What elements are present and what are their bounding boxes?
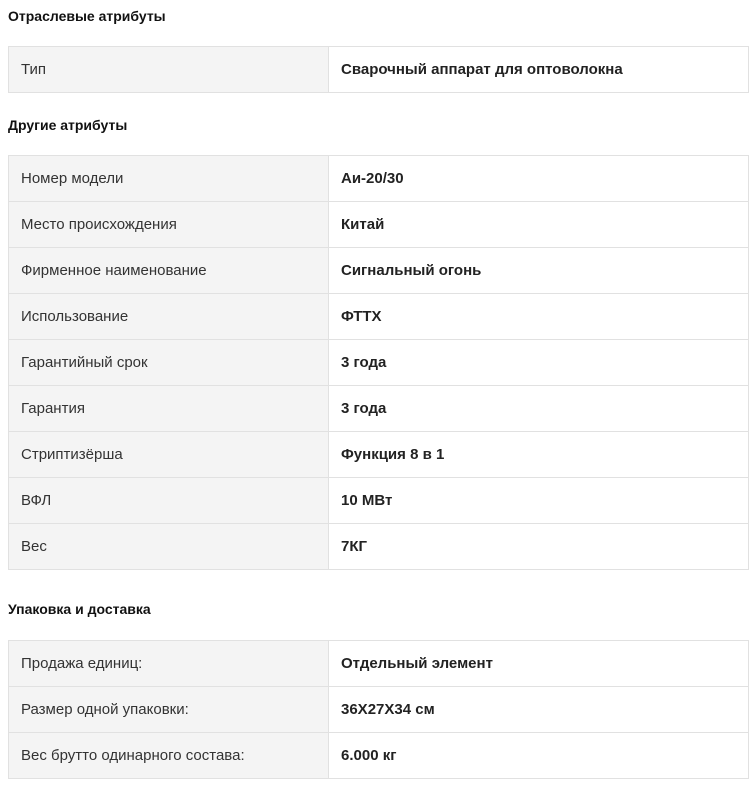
attribute-value: 3 года	[329, 340, 749, 386]
attribute-key: ВФЛ	[9, 478, 329, 524]
attribute-key: Вес	[9, 524, 329, 570]
attribute-value: ФТТХ	[329, 294, 749, 340]
section-title-industry: Отраслевые атрибуты	[8, 8, 166, 24]
table-row	[9, 156, 749, 202]
attribute-key: Тип	[9, 47, 329, 93]
table-row	[9, 733, 749, 779]
other-attributes-table	[8, 155, 749, 570]
attribute-value: 6.000 кг	[329, 733, 749, 779]
attribute-key: Вес брутто одинарного состава:	[9, 733, 329, 779]
attribute-key: Место происхождения	[9, 202, 329, 248]
table-row	[9, 386, 749, 432]
section-title-other: Другие атрибуты	[8, 117, 128, 133]
attribute-key: Фирменное наименование	[9, 248, 329, 294]
section-title-packaging: Упаковка и доставка	[8, 601, 151, 617]
table-row	[9, 248, 749, 294]
attribute-value: Китай	[329, 202, 749, 248]
attribute-key: Продажа единиц:	[9, 641, 329, 687]
attribute-value: Сигнальный огонь	[329, 248, 749, 294]
attribute-value: Отдельный элемент	[329, 641, 749, 687]
table-row	[9, 641, 749, 687]
attribute-key: Размер одной упаковки:	[9, 687, 329, 733]
table-row	[9, 478, 749, 524]
table-row	[9, 687, 749, 733]
attribute-value: 7КГ	[329, 524, 749, 570]
table-row	[9, 524, 749, 570]
table-row	[9, 202, 749, 248]
attribute-value: 3 года	[329, 386, 749, 432]
table-row	[9, 47, 749, 93]
attribute-value: Сварочный аппарат для оптоволокна	[329, 47, 749, 93]
attribute-key: Гарантия	[9, 386, 329, 432]
table-row	[9, 340, 749, 386]
packaging-attributes-table	[8, 640, 749, 779]
attribute-value: 10 МВт	[329, 478, 749, 524]
attribute-key: Использование	[9, 294, 329, 340]
attribute-key: Гарантийный срок	[9, 340, 329, 386]
attribute-key: Номер модели	[9, 156, 329, 202]
attribute-value: 36X27X34 см	[329, 687, 749, 733]
table-row	[9, 432, 749, 478]
table-row	[9, 294, 749, 340]
attribute-value: Аи-20/30	[329, 156, 749, 202]
industry-attributes-table	[8, 46, 749, 93]
attribute-key: Стриптизёрша	[9, 432, 329, 478]
attribute-value: Функция 8 в 1	[329, 432, 749, 478]
